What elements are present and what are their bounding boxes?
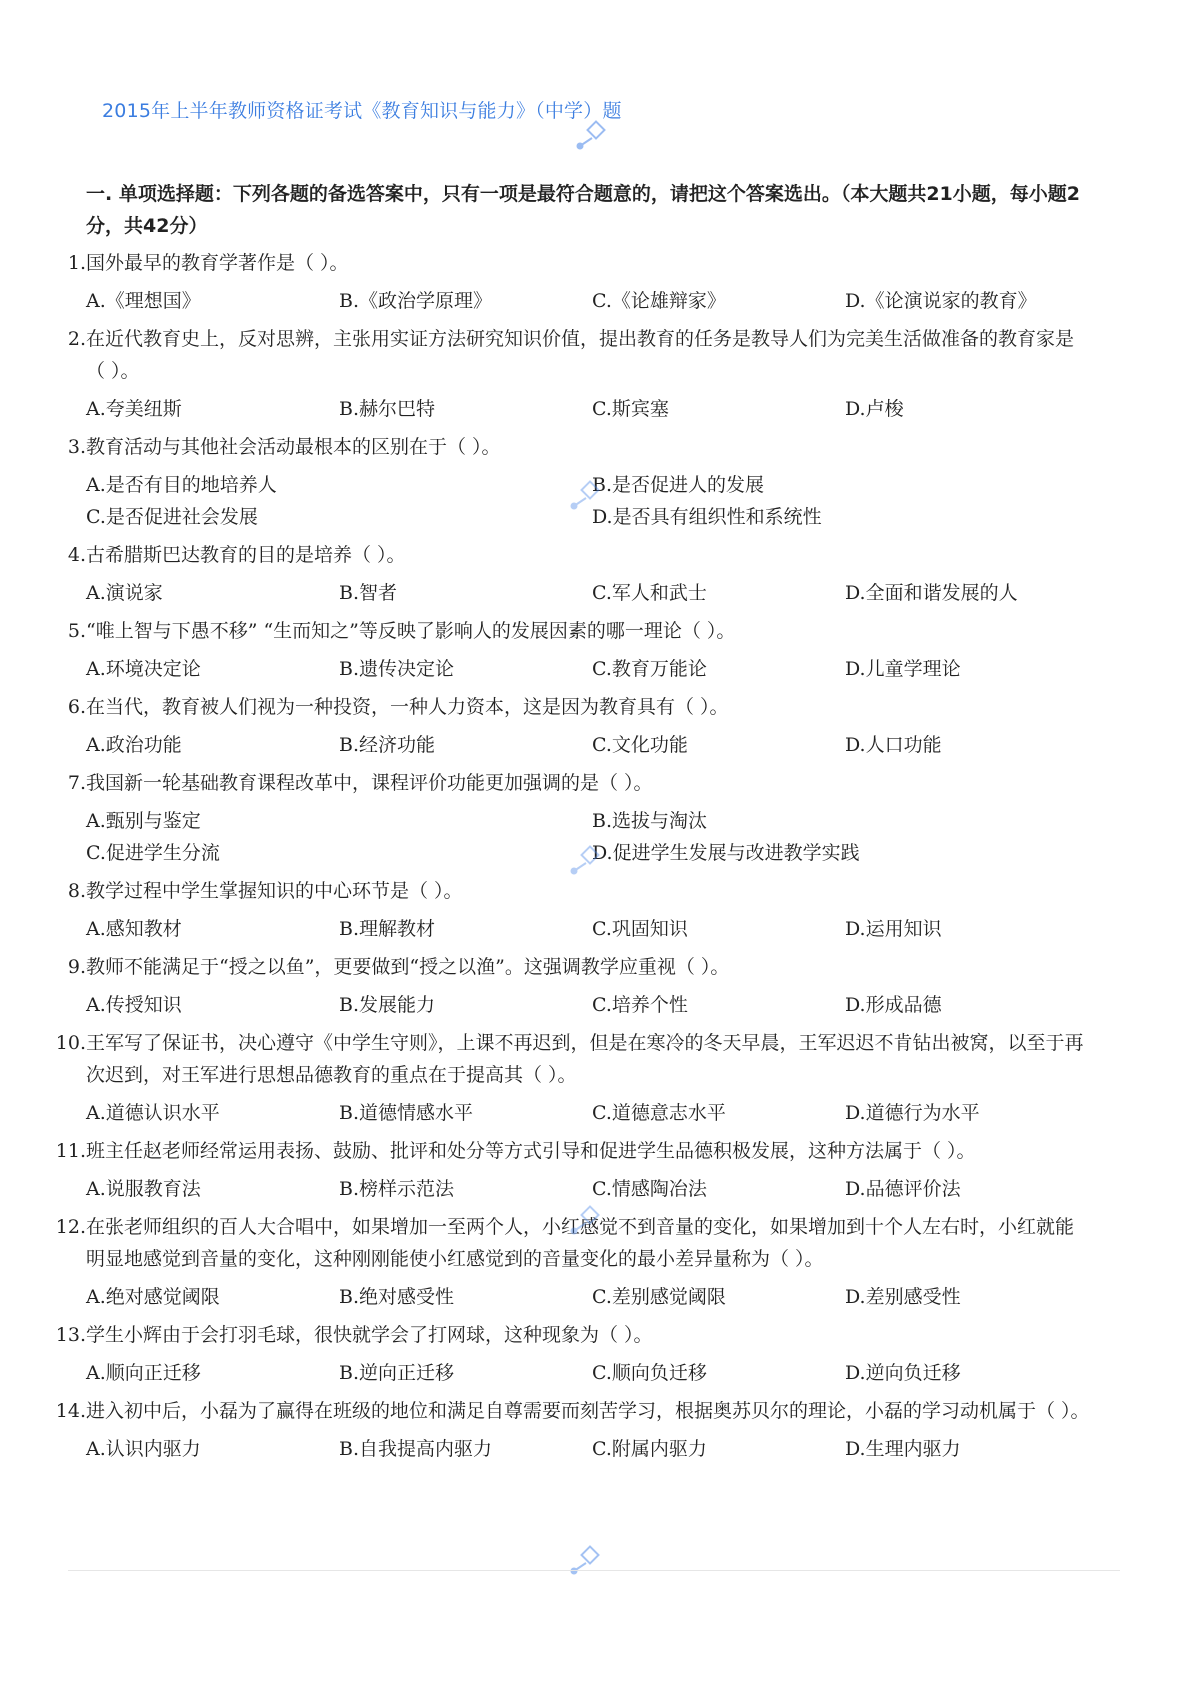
option-a: A.道德认识水平: [86, 1102, 220, 1124]
option-a: A.传授知识: [86, 994, 182, 1016]
option-b: B.榜样示范法: [339, 1178, 455, 1200]
option-a: A.夸美纽斯: [86, 398, 182, 420]
option-d: D.形成品德: [845, 994, 942, 1016]
option-c: C.差别感觉阈限: [592, 1286, 726, 1308]
question-6: [52, 691, 1102, 761]
option-c: C.斯宾塞: [592, 398, 669, 420]
option-c: C.教育万能论: [592, 658, 707, 680]
question-10: [52, 1027, 1102, 1129]
option-c: C.附属内驱力: [592, 1438, 707, 1460]
logo-mark-icon: [566, 1205, 602, 1241]
option-d: D.儿童学理论: [845, 658, 961, 680]
option-a: A.是否有目的地培养人: [86, 474, 277, 496]
option-a: A.甄别与鉴定: [86, 810, 201, 832]
question-text: 我国新一轮基础教育课程改革中，课程评价功能更加强调的是（ ）。: [86, 772, 653, 794]
question-number: 10.: [55, 1032, 86, 1054]
option-c: C.文化功能: [592, 734, 688, 756]
question-number: 4.: [67, 544, 86, 566]
question-13: [52, 1319, 1102, 1389]
option-b: B.选拔与淘汰: [592, 810, 708, 832]
question-number: 1.: [67, 252, 86, 274]
option-a: A.环境决定论: [86, 658, 201, 680]
option-b: B.逆向正迁移: [339, 1362, 455, 1384]
question-text: 教师不能满足于“授之以鱼”，更要做到“授之以渔”。这强调教学应重视（ ）。: [86, 956, 730, 978]
option-d: D.是否具有组织性和系统性: [592, 506, 822, 528]
option-b: B.经济功能: [339, 734, 436, 756]
question-8: [52, 875, 1102, 945]
question-number: 9.: [67, 956, 86, 978]
page-divider: [68, 1570, 1120, 1571]
question-text: 在当代，教育被人们视为一种投资，一种人力资本，这是因为教育具有（ ）。: [86, 696, 729, 718]
question-text: 班主任赵老师经常运用表扬、鼓励、批评和处分等方式引导和促进学生品德积极发展，这种方法属于（ ）。: [86, 1140, 976, 1162]
option-c: C.《论雄辩家》: [592, 290, 726, 312]
option-d: D.生理内驱力: [845, 1438, 961, 1460]
option-b: B.自我提高内驱力: [339, 1438, 493, 1460]
question-text: 学生小辉由于会打羽毛球，很快就学会了打网球，这种现象为（ ）。: [86, 1324, 653, 1346]
option-b: B.绝对感受性: [339, 1286, 455, 1308]
option-d: D.运用知识: [845, 918, 942, 940]
option-d: D.逆向负迁移: [845, 1362, 961, 1384]
question-text: 国外最早的教育学著作是（ ）。: [86, 252, 349, 274]
section-heading: 一. 单项选择题：下列各题的备选答案中，只有一项是最符合题意的，请把这个答案选出。（本大题共21小题，每小题2分，共42分）: [86, 183, 1080, 237]
question-text: 古希腊斯巴达教育的目的是培养（ ）。: [86, 544, 406, 566]
question-text: 王军写了保证书，决心遵守《中学生守则》，上课不再迟到，但是在寒冷的冬天早晨，王军迟迟不肯钻出被窝，以至于再次迟到，对王军进行思想品德教育的重点在于提高其（ ）。: [86, 1032, 1084, 1086]
option-c: C.巩固知识: [592, 918, 688, 940]
question-text: 进入初中后，小磊为了赢得在班级的地位和满足自尊需要而刻苦学习，根据奥苏贝尔的理论，小磊的学习动机属于（ ）。: [86, 1400, 1090, 1422]
option-d: D.道德行为水平: [845, 1102, 980, 1124]
question-number: 2.: [67, 328, 86, 350]
logo-mark-icon: [566, 480, 602, 516]
option-b: B.赫尔巴特: [339, 398, 436, 420]
option-c: C.是否促进社会发展: [86, 506, 258, 528]
question-number: 3.: [67, 436, 86, 458]
page-title: 2015年上半年教师资格证考试《教育知识与能力》（中学）题: [102, 100, 622, 122]
question-number: 12.: [55, 1216, 86, 1238]
question-number: 8.: [67, 880, 86, 902]
logo-mark-icon: [566, 845, 602, 881]
question-4: [52, 539, 1102, 609]
question-number: 7.: [67, 772, 86, 794]
question-1: [52, 247, 1102, 317]
option-a: A.《理想国》: [86, 290, 201, 312]
question-11: [52, 1135, 1102, 1205]
option-d: D.卢梭: [845, 398, 904, 420]
option-b: B.发展能力: [339, 994, 436, 1016]
option-b: B.是否促进人的发展: [592, 474, 765, 496]
option-a: A.感知教材: [86, 918, 182, 940]
question-5: [52, 615, 1102, 685]
question-number: 14.: [55, 1400, 86, 1422]
option-a: A.绝对感觉阈限: [86, 1286, 220, 1308]
option-d: D.全面和谐发展的人: [845, 582, 1018, 604]
option-c: C.促进学生分流: [86, 842, 220, 864]
question-text: 在张老师组织的百人大合唱中，如果增加一至两个人，小红感觉不到音量的变化，如果增加到十个人左右时，小红就能明显地感觉到音量的变化，这种刚刚能使小红感觉到的音量变化的最小差异量称为（ ）。: [86, 1216, 1075, 1270]
question-14: [52, 1395, 1102, 1465]
option-b: B.遗传决定论: [339, 658, 455, 680]
question-number: 5.: [67, 620, 86, 642]
option-c: C.顺向负迁移: [592, 1362, 707, 1384]
question-9: [52, 951, 1102, 1021]
option-a: A.说服教育法: [86, 1178, 201, 1200]
option-a: A.政治功能: [86, 734, 182, 756]
logo-mark-icon: [572, 120, 608, 156]
option-b: B.《政治学原理》: [339, 290, 493, 312]
option-d: D.品德评价法: [845, 1178, 961, 1200]
question-text: 在近代教育史上，反对思辨，主张用实证方法研究知识价值，提出教育的任务是教导人们为完美生活做准备的教育家是（ ）。: [86, 328, 1075, 382]
option-c: C.培养个性: [592, 994, 688, 1016]
option-d: D.《论演说家的教育》: [845, 290, 1037, 312]
option-c: C.道德意志水平: [592, 1102, 726, 1124]
question-text: 教育活动与其他社会活动最根本的区别在于（ ）。: [86, 436, 501, 458]
option-c: C.军人和武士: [592, 582, 707, 604]
option-b: B.智者: [339, 582, 398, 604]
option-d: D.差别感受性: [845, 1286, 961, 1308]
option-b: B.道德情感水平: [339, 1102, 474, 1124]
option-a: A.演说家: [86, 582, 163, 604]
option-b: B.理解教材: [339, 918, 436, 940]
question-text: 教学过程中学生掌握知识的中心环节是（ ）。: [86, 880, 463, 902]
question-2: [52, 323, 1102, 425]
option-d: D.人口功能: [845, 734, 942, 756]
logo-mark-icon: [566, 1545, 602, 1581]
question-number: 13.: [55, 1324, 86, 1346]
question-number: 6.: [67, 696, 86, 718]
option-c: C.情感陶冶法: [592, 1178, 707, 1200]
question-text: “唯上智与下愚不移” “生而知之”等反映了影响人的发展因素的哪一理论（ ）。: [86, 620, 736, 642]
option-a: A.认识内驱力: [86, 1438, 201, 1460]
option-d: D.促进学生发展与改进教学实践: [592, 842, 860, 864]
question-number: 11.: [55, 1140, 86, 1162]
option-a: A.顺向正迁移: [86, 1362, 201, 1384]
